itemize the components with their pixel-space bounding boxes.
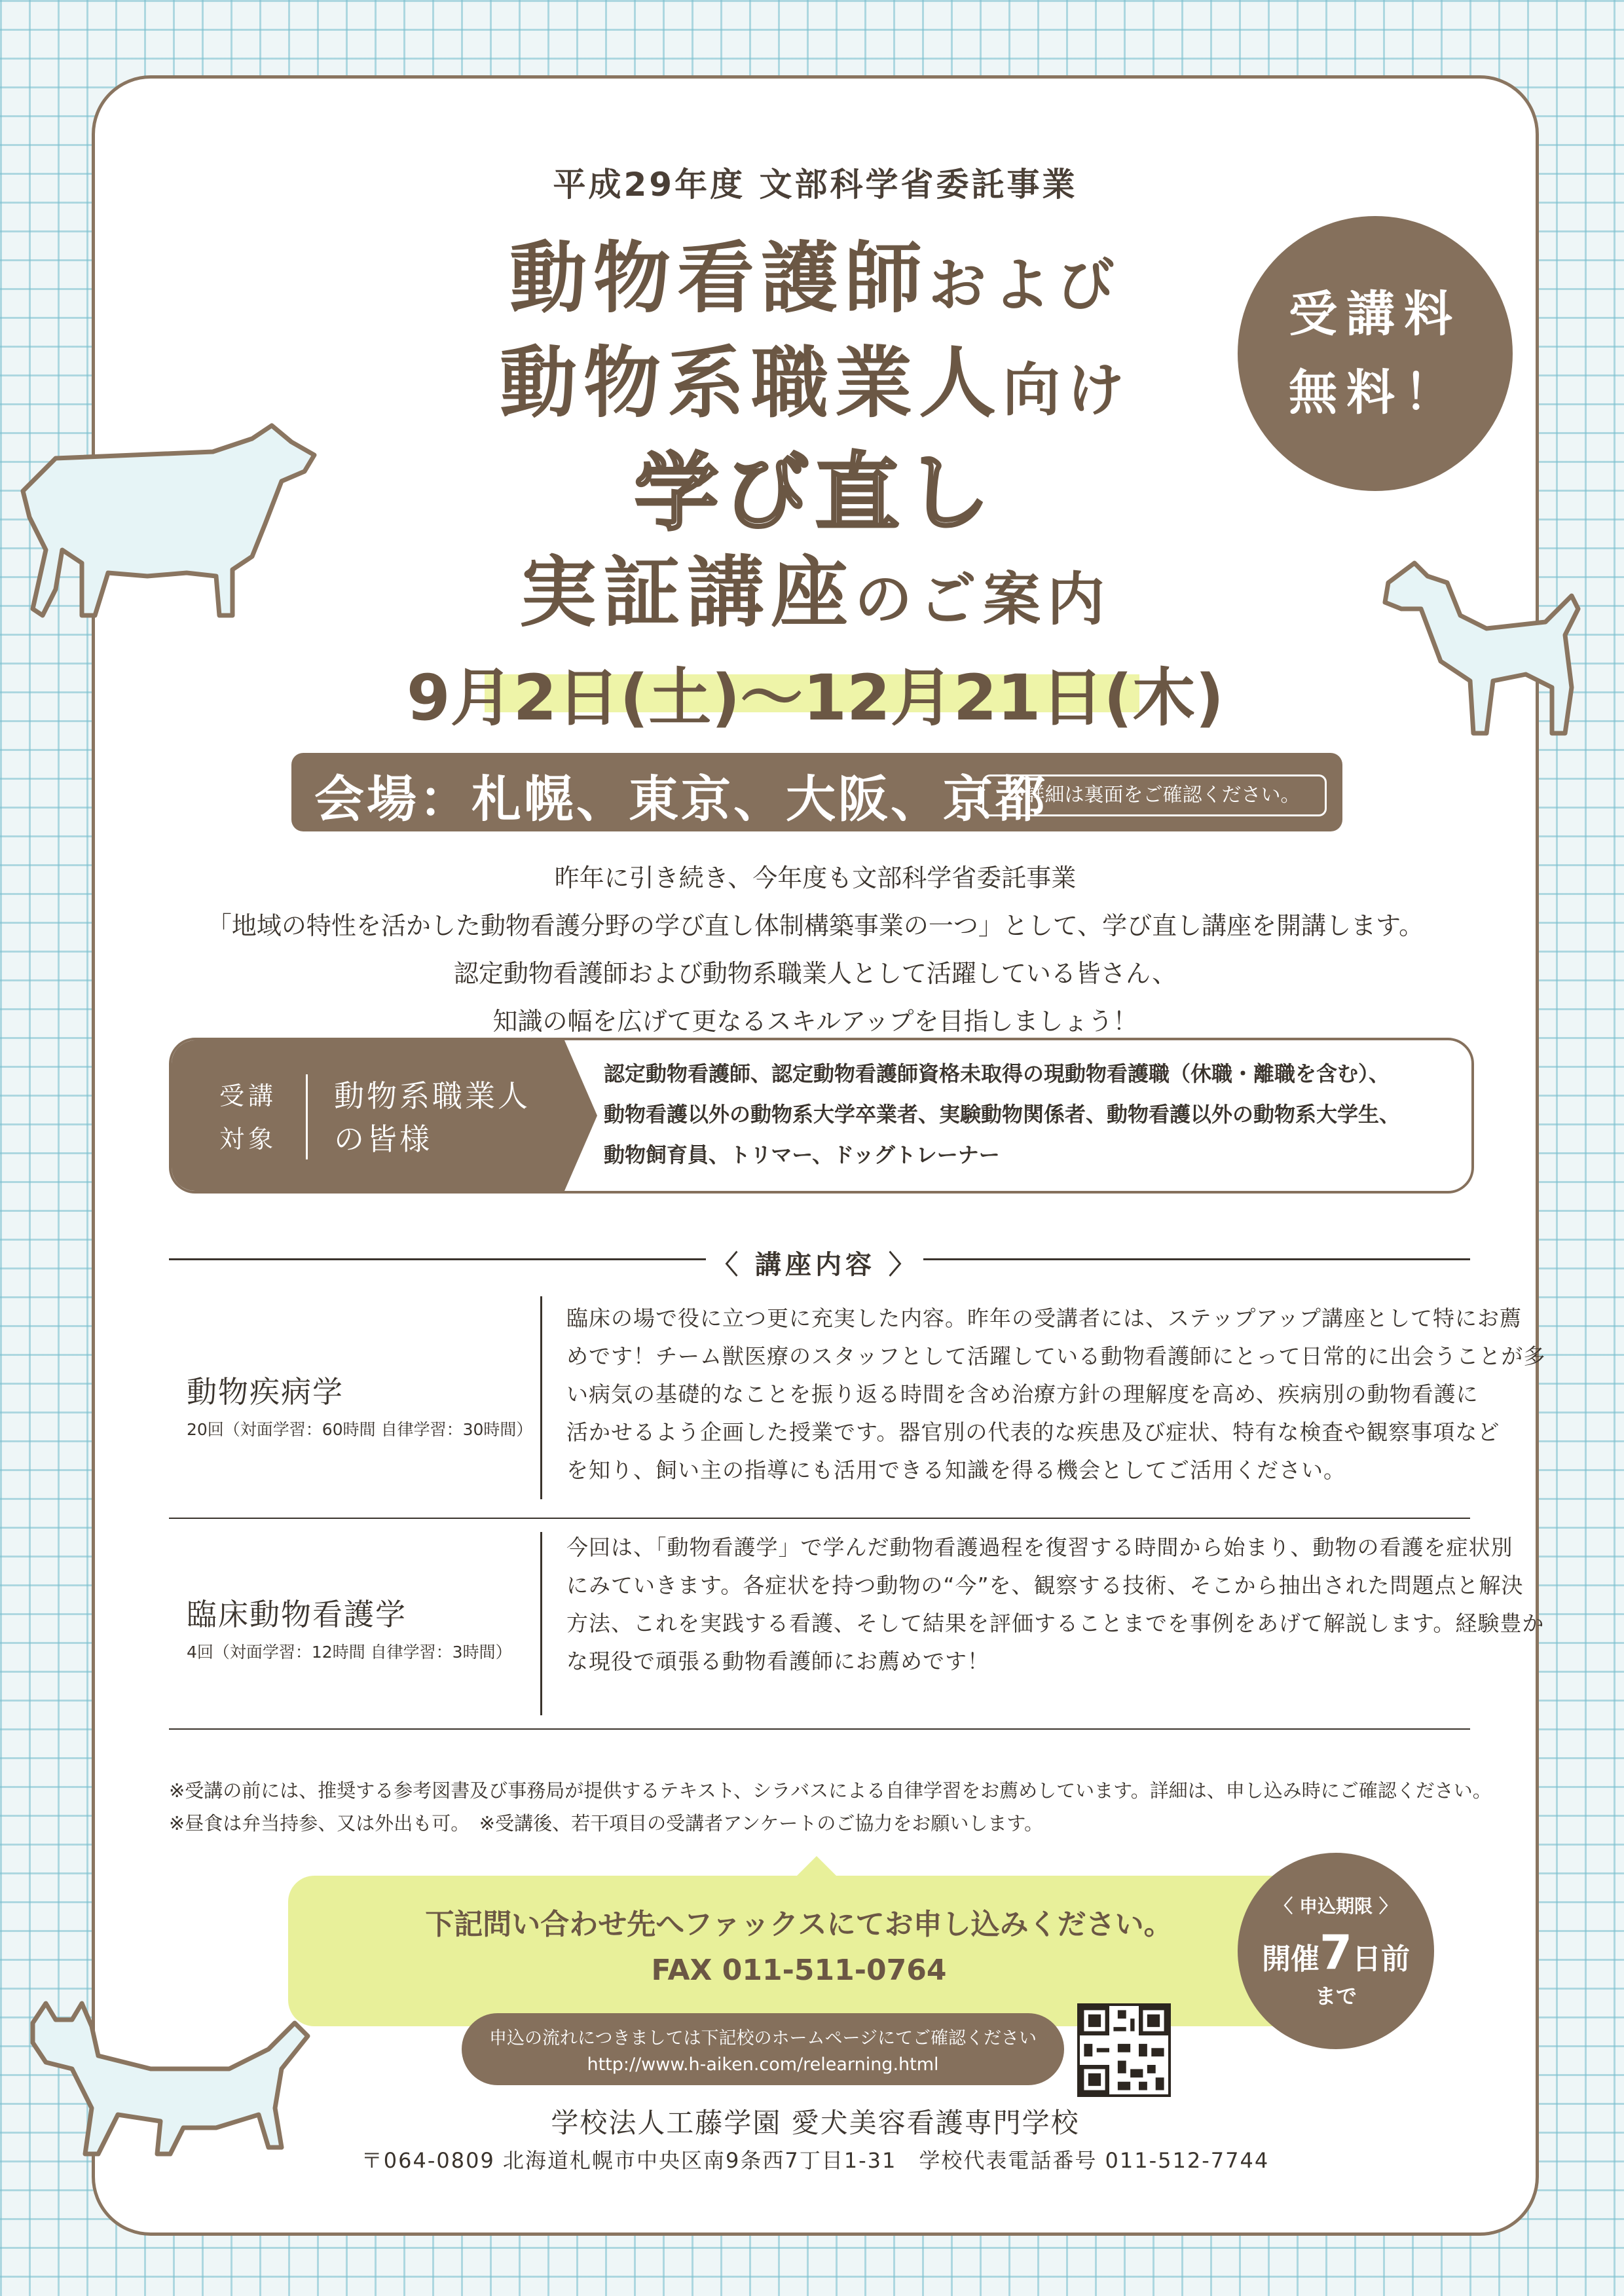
website-text: 申込の流れにつきましては下記校のホームページにてご確認ください bbox=[489, 2028, 1037, 2049]
list-item: 動物飼育員、トリマー、ドッグトレーナー bbox=[604, 1142, 1000, 1167]
free-badge bbox=[1238, 216, 1513, 491]
course-name: 臨床動物看護学 bbox=[187, 1597, 407, 1632]
deadline-badge bbox=[1238, 1853, 1434, 2049]
course-separator bbox=[169, 1518, 1470, 1519]
section-title: 〈 講座内容 〉 bbox=[712, 1250, 919, 1280]
intro-text bbox=[92, 854, 1539, 1046]
course-name: 動物疾病学 bbox=[187, 1374, 344, 1410]
intro-line: 知識の幅を広げて更なるスキルアップを目指しましょう！ bbox=[492, 1007, 1138, 1036]
desc-line: にみていきます。各症状を持つ動物の“今”を、観察する技術、そこから抽出された問題点と解決 bbox=[566, 1573, 1524, 1598]
desc-line: い病気の基礎的なことを振り返る時間を含め治療方針の理解度を高め、疾病別の動物看護に bbox=[566, 1381, 1479, 1407]
deadline-prefix: 開催 bbox=[1261, 1942, 1320, 1976]
title-line-2-text: 動物系職業人 bbox=[499, 338, 1003, 428]
venue-note: ※詳細は裏面をご確認ください。 bbox=[982, 774, 1327, 816]
title-main: 学び直し bbox=[634, 445, 996, 542]
apply-instruction: 下記問い合わせ先へファックスにてお申し込みください。 bbox=[425, 1908, 1173, 1941]
target-audience-box bbox=[169, 1038, 1474, 1194]
venue-label: 会場：札幌、東京、大阪、京都 bbox=[314, 770, 1048, 828]
target-who bbox=[334, 1074, 530, 1161]
target-label-1: 受講 bbox=[219, 1082, 277, 1110]
desc-line: な現役で頑張る動物看護師にお薦めです！ bbox=[566, 1649, 989, 1674]
deadline-label: 〈 申込期限 〉 bbox=[1274, 1895, 1397, 1917]
target-who-1: 動物系職業人 bbox=[334, 1078, 530, 1114]
program-subtitle: 平成29年度 文部科学省委託事業 bbox=[553, 166, 1078, 204]
target-who-2: の皆様 bbox=[334, 1121, 432, 1157]
target-label-2: 対象 bbox=[219, 1125, 277, 1154]
note-line: ※受講の前には、推奨する参考図書及び事務局が提供するテキスト、シラバスによる自律学習をお薦めしています。詳細は、申し込み時にご確認ください。 bbox=[169, 1779, 1492, 1802]
title-line-4 bbox=[92, 530, 1539, 642]
title-line-4-small: のご案内 bbox=[855, 566, 1112, 633]
deadline-days: 7 bbox=[1319, 1925, 1353, 1980]
school-address: 〒064-0809 北海道札幌市中央区南9条西7丁目1-31 学校代表電話番号 011-512-7744 bbox=[361, 2148, 1270, 2173]
course-title-block bbox=[187, 1368, 532, 1440]
target-label bbox=[206, 1074, 291, 1161]
deadline-sub: まで bbox=[1314, 1984, 1357, 2009]
title-line-2-small: 向け bbox=[1003, 356, 1132, 424]
course-dates: 9月2日(土)～12月21日(木) bbox=[406, 661, 1225, 735]
title-line-1-small: および bbox=[929, 251, 1122, 319]
section-title-text: 講座内容 bbox=[755, 1250, 876, 1280]
qr-code-icon[interactable] bbox=[1077, 2003, 1171, 2097]
list-item: 動物看護以外の動物系大学卒業者、実験動物関係者、動物看護以外の動物系大学生、 bbox=[604, 1102, 1401, 1127]
target-header bbox=[172, 1040, 564, 1191]
title-line-1-text: 動物看護師 bbox=[509, 233, 929, 323]
intro-line: 認定動物看護師および動物系職業人として活躍している皆さん、 bbox=[453, 959, 1177, 988]
course-hours: 20回（対面学習：60時間 自律学習：30時間） bbox=[187, 1420, 533, 1439]
apply-notch bbox=[796, 1856, 838, 1877]
desc-line: 方法、これを実践する看護、そして結果を評価することまでを事例をあげて解説します。経験豊か bbox=[566, 1611, 1545, 1636]
desc-line: 活かせるよう企画した授業です。器官別の代表的な疾患及び症状、特有な検査や観察事項など bbox=[566, 1419, 1500, 1445]
course-description bbox=[566, 1300, 1545, 1489]
course-title-block bbox=[187, 1591, 512, 1663]
notes bbox=[169, 1774, 1492, 1840]
course-divider bbox=[540, 1296, 542, 1499]
title-line-4-text: 実証講座 bbox=[519, 547, 855, 638]
apply-text bbox=[288, 1902, 1310, 1994]
course-divider bbox=[540, 1532, 542, 1715]
course-description bbox=[566, 1529, 1544, 1681]
fax-number: FAX 011-511-0764 bbox=[651, 1954, 947, 1987]
course-hours: 4回（対面学習：12時間 自律学習：3時間） bbox=[187, 1643, 512, 1662]
list-item: 認定動物看護師、認定動物看護師資格未取得の現動物看護職（休職・離職を含む）、 bbox=[604, 1061, 1390, 1086]
school-name: 学校法人工藤学園 愛犬美容看護専門学校 bbox=[551, 2107, 1080, 2139]
course-separator bbox=[169, 1728, 1470, 1730]
deadline-suffix: 日前 bbox=[1352, 1942, 1411, 1976]
section-rule-left bbox=[169, 1258, 706, 1260]
note-line: ※昼食は弁当持参、又は外出も可。 ※受講後、若干項目の受講者アンケートのご協力をお願いします。 bbox=[169, 1812, 1044, 1834]
intro-line: 「地域の特性を活かした動物看護分野の学び直し体制構築事業の一つ」として、学び直し講座を開講します。 bbox=[206, 911, 1424, 940]
target-list bbox=[604, 1053, 1400, 1175]
free-badge-line1: 受講料 bbox=[1289, 286, 1462, 342]
free-badge-line2: 無料！ bbox=[1289, 365, 1462, 421]
desc-line: めです！チーム獣医療のスタッフとして活躍している動物看護師にとって日常的に出会うことが多 bbox=[566, 1343, 1546, 1369]
desc-line: を知り、飼い主の指導にも活用できる知識を得る機会としてご活用ください。 bbox=[566, 1457, 1346, 1483]
deadline-main bbox=[1262, 1925, 1410, 1980]
section-rule-right bbox=[923, 1258, 1470, 1260]
desc-line: 臨床の場で役に立つ更に充実した内容。昨年の受講者には、ステップアップ講座として特にお薦 bbox=[566, 1305, 1522, 1331]
website-box bbox=[462, 2013, 1064, 2085]
intro-line: 昨年に引き続き、今年度も文部科学省委託事業 bbox=[554, 864, 1077, 892]
desc-line: 今回は、「動物看護学」で学んだ動物看護過程を復習する時間から始まり、動物の看護を症状別 bbox=[566, 1535, 1513, 1560]
target-divider bbox=[306, 1074, 308, 1159]
website-link[interactable]: http://www.h-aiken.com/relearning.html bbox=[587, 2054, 939, 2075]
target-arrow bbox=[564, 1040, 597, 1191]
